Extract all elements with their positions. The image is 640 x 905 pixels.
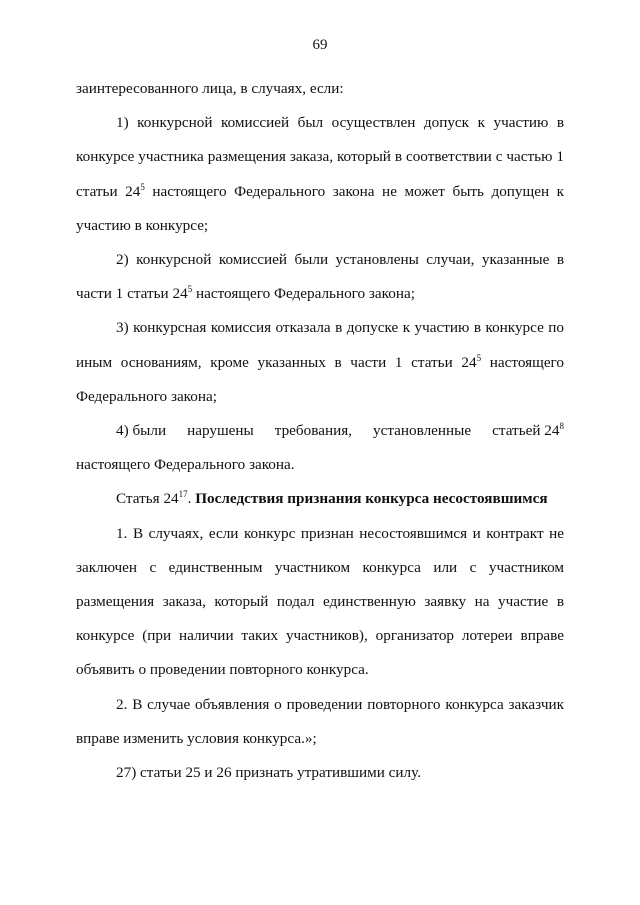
item-1-text-b: настоящего Федерального закона не может быть допущен к участию в конкурсе; — [76, 182, 564, 234]
document-body — [76, 72, 564, 790]
paragraph-intro: заинтересованного лица, в случаях, если: — [76, 80, 344, 97]
item-4-word-2: нарушены — [187, 422, 254, 440]
paragraph-item-4-line-2: настоящего Федерального закона. — [76, 456, 295, 474]
item-3-text-a: 3) конкурсная комиссия отказала в допуске к участию в конкурсе по иным основаниям, кроме указанных в части 1 статьи 24 — [76, 319, 564, 371]
paragraph-item-27: 27) статьи 25 и 26 признать утратившими силу. — [116, 764, 421, 782]
article-prefix: Статья 24 — [116, 490, 179, 508]
item-1-superscript: 5 — [140, 181, 145, 192]
article-dot: . — [187, 490, 196, 508]
item-4-superscript: 8 — [559, 421, 564, 432]
article-heading — [76, 482, 564, 516]
page-number: 69 — [312, 37, 328, 53]
item-4-word-4: установленные — [373, 422, 472, 440]
paragraph-clause-2: 2. В случае объявления о проведении повторного конкурса заказчик вправе изменить условия конкурса.»; — [76, 695, 564, 747]
paragraph-item-4-line-1 — [76, 414, 564, 448]
item-4-word-5 — [492, 414, 564, 448]
paragraph-item-1 — [76, 106, 564, 243]
paragraph-item-3 — [76, 311, 564, 414]
item-4-article-ref: статьей 24 — [492, 422, 560, 440]
item-1-text-a: 1) конкурсной комиссией был осуществлен допуск к участию в конкурсе участника размещения заказа, который в соответствии с частью 1 статьи 24 — [76, 114, 564, 200]
item-3-text-b: настоящего Федерального закона; — [76, 353, 564, 405]
item-4-word-1: 4) были — [116, 422, 167, 440]
article-title: Последствия признания конкурса несостоявшимся — [195, 490, 548, 508]
item-2-text-a: 2) конкурсной комиссией были установлены случаи, указанные в части 1 статьи 24 — [76, 251, 564, 303]
paragraph-clause-1: 1. В случаях, если конкурс признан несостоявшимся и контракт не заключен с единственным участником конкурса или с участником размещения заказа, который подал единственную заявку на участие в конкурсе (при наличии таких участников), организатор лотереи вправе объявить о проведении повторного конкурса. — [76, 524, 564, 679]
item-3-superscript: 5 — [476, 352, 482, 363]
item-2-superscript: 5 — [187, 284, 193, 295]
paragraph-item-2 — [76, 243, 564, 311]
item-2-text-b: настоящего Федерального закона; — [192, 285, 415, 303]
item-4-word-3: требования, — [274, 422, 352, 440]
article-superscript: 17 — [178, 489, 188, 500]
